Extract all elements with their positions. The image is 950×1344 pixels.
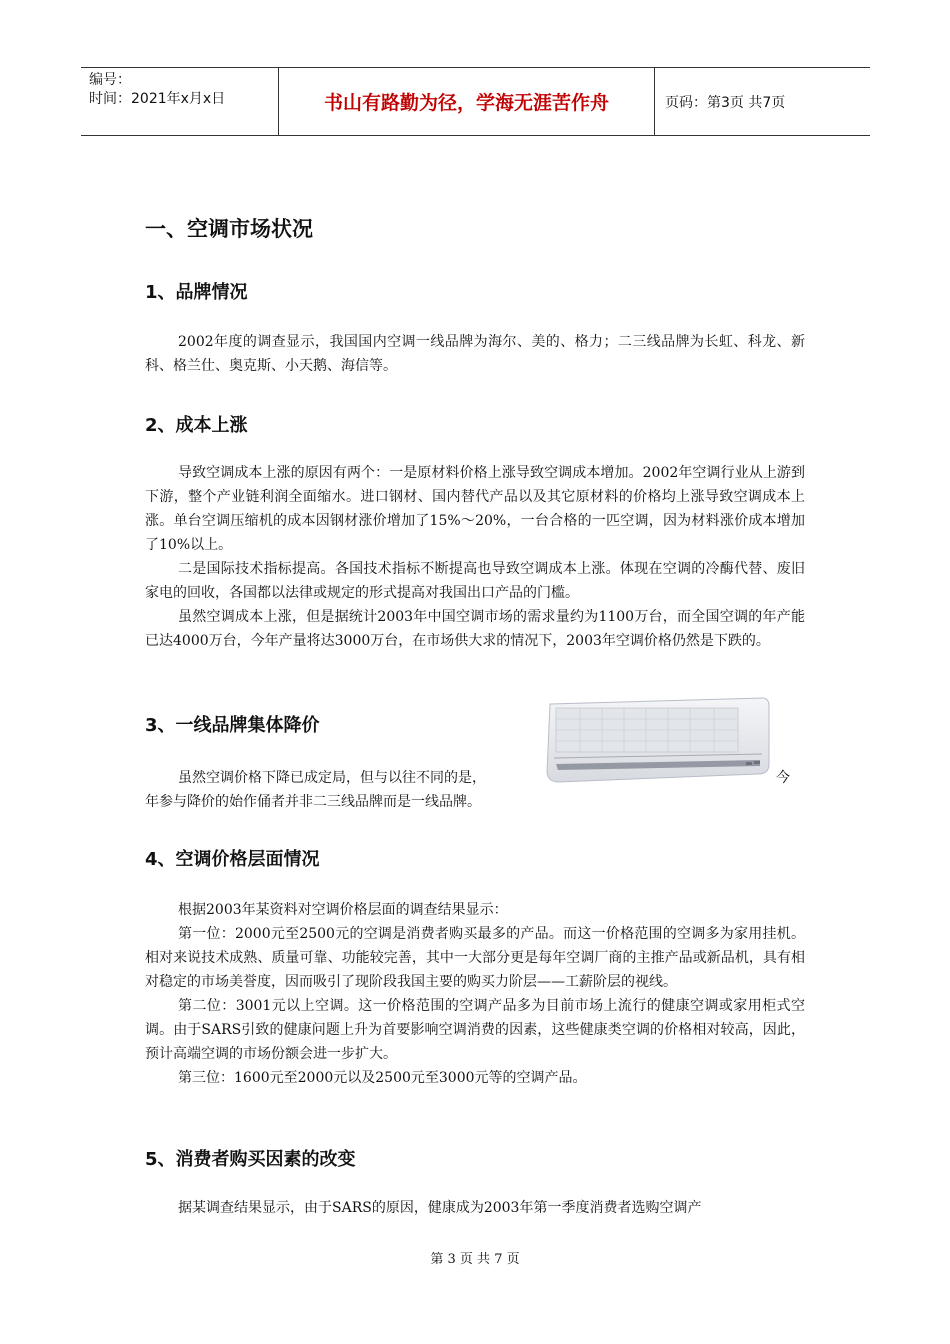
paragraph: 虽然空调成本上涨，但是据统计2003年中国空调市场的需求量约为1100万台，而全国空调的年产能已达4000万台，今年产量将达3000万台，在市场供大求的情况下，2003年空调价格仍然是下跌的。 <box>145 609 805 649</box>
paragraph: 第二位：3001元以上空调。这一价格范围的空调产品多为目前市场上流行的健康空调或家用柜式空调。由于SARS引致的健康问题上升为首要影响空调消费的因素，这些健康类空调的价格相对较高，因此，预计高端空调的市场份额会进一步扩大。 <box>145 998 805 1062</box>
header-motto: 书山有路勤为径，学海无涯苦作舟 <box>279 68 655 135</box>
paragraph: 第三位：1600元至2000元以及2500元至3000元等的空调产品。 <box>178 1070 587 1086</box>
paragraph: 二是国际技术指标提高。各国技术指标不断提高也导致空调成本上涨。体现在空调的冷酶代替、废旧家电的回收，各国都以法律或规定的形式提高对我国出口产品的门槛。 <box>145 561 805 601</box>
paragraph: 第一位：2000元至2500元的空调是消费者购买最多的产品。而这一价格范围的空调多为家用挂机。相对来说技术成熟、质量可靠、功能较完善，其中一大部分更是每年空调厂商的主推产品或新品机，具有相对稳定的市场美誉度，因而吸引了现阶段我国主要的购买力阶层——工薪阶层的视线。 <box>145 926 805 990</box>
paragraph: 据某调查结果显示，由于SARS的原因，健康成为2003年第一季度消费者选购空调产 <box>178 1200 702 1216</box>
paragraph-price-levels <box>145 898 805 1090</box>
heading-price-levels: 4、空调价格层面情况 <box>145 849 320 870</box>
paragraph-price-cut <box>145 766 805 814</box>
paragraph: 导致空调成本上涨的原因有两个：一是原材料价格上涨导致空调成本增加。2002年空调行业从上游到下游，整个产业链利润全面缩水。进口钢材、国内替代产品以及其它原材料的价格均上涨导致空调成本上涨。单台空调压缩机的成本因钢材涨价增加了15%～20%，一台合格的一匹空调，因为材料涨价成本增加了10%以上。 <box>145 465 805 553</box>
page-footer: 第 3 页 共 7 页 <box>430 1252 520 1267</box>
text-span: 今 <box>776 770 790 786</box>
text-span: 虽然空调价格下降已成定局，但与以往不同的是， <box>178 770 486 786</box>
page-header <box>81 67 870 136</box>
doc-number-label: 编号： <box>89 72 131 88</box>
text-line: 年参与降价的始作俑者并非二三线品牌而是一线品牌。 <box>145 794 481 810</box>
paragraph: 根据2003年某资料对空调价格层面的调查结果显示： <box>178 902 508 918</box>
heading-price-cut: 3、一线品牌集体降价 <box>145 715 320 736</box>
paragraph-brands <box>145 330 805 378</box>
paragraph-buying-factors <box>145 1196 805 1220</box>
heading-buying-factors: 5、消费者购买因素的改变 <box>145 1149 356 1170</box>
header-meta <box>81 68 279 135</box>
paragraph: 2002年度的调查显示，我国国内空调一线品牌为海尔、美的、格力；二三线品牌为长虹、科龙、新科、格兰仕、奥克斯、小天鹅、海信等。 <box>145 334 805 374</box>
section-title: 一、空调市场状况 <box>145 217 313 241</box>
header-page-number: 页码：第3页 共7页 <box>665 94 786 111</box>
doc-time-label: 时间：2021年x月x日 <box>89 91 226 107</box>
heading-brands: 1、品牌情况 <box>145 282 248 303</box>
paragraph-cost-rise <box>145 461 805 653</box>
heading-cost-rise: 2、成本上涨 <box>145 415 248 436</box>
